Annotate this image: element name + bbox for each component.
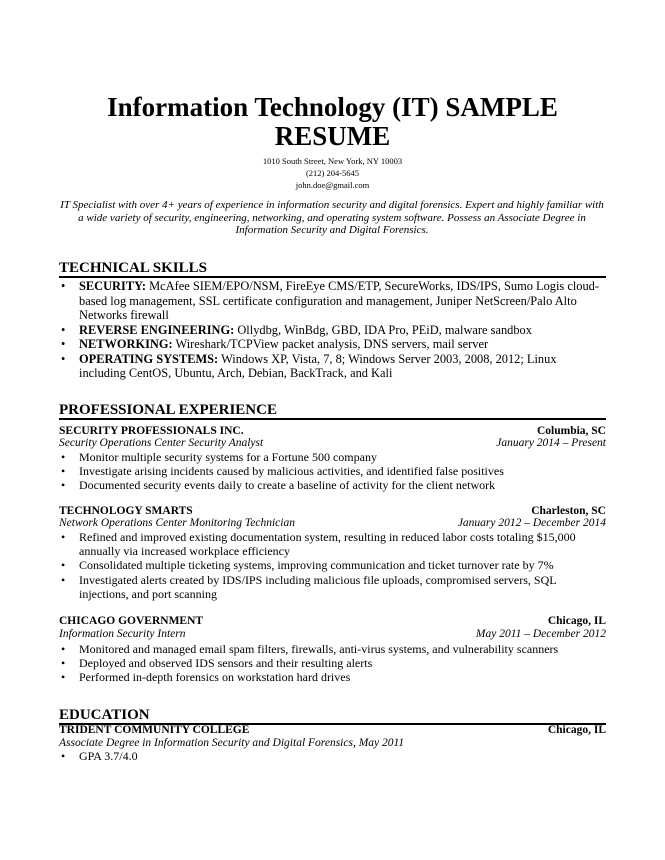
job-dates: January 2012 – December 2014 xyxy=(457,517,606,529)
skill-item xyxy=(59,337,606,352)
job-bullet: • Monitor multiple security systems for a Fortune 500 company xyxy=(59,450,606,464)
skill-text: Ollydbg, WinBdg, GBD, IDA Pro, PEiD, malware sandbox xyxy=(234,322,532,337)
section-heading-education: EDUCATION xyxy=(59,708,606,725)
education-bullet: • GPA 3.7/4.0 xyxy=(59,749,606,763)
job-company: SECURITY PROFESSIONALS INC. xyxy=(59,425,244,437)
job-bullets xyxy=(59,642,606,685)
resume-title: Information Technology (IT) SAMPLE xyxy=(107,92,558,122)
resume-title-line2: RESUME xyxy=(274,121,391,151)
skill-label: NETWORKING: xyxy=(79,337,173,351)
job-company: CHICAGO GOVERNMENT xyxy=(59,615,204,627)
job-subheader xyxy=(59,627,606,641)
skill-text: Windows XP, Vista, 7, 8; Windows Server 2003, 2008, 2012; Linux including CentOS, Ubuntu, Arch, Debian, BackTrack, and Kali xyxy=(79,351,557,380)
job-bullet: • Deployed and observed IDS sensors and their resulting alerts xyxy=(59,656,606,670)
job-bullet: • Consolidated multiple ticketing systems, improving communication and ticket turnover rate by 7% xyxy=(59,558,606,572)
skill-item xyxy=(59,323,606,338)
job-location: Columbia, SC xyxy=(536,425,606,437)
job-bullets xyxy=(59,450,606,493)
job-bullets xyxy=(59,530,606,601)
job-location: Charleston, SC xyxy=(531,505,606,517)
section-heading-skills: TECHNICAL SKILLS xyxy=(59,261,606,278)
skill-text: McAfee SIEM/EPO/NSM, FireEye CMS/ETP, SecureWorks, IDS/IPS, Sumo Logis cloud-based log management, SSL certificate configuration and management, Juniper NetScreen/Palo Alto Networks firewall xyxy=(79,279,600,322)
skill-label: REVERSE ENGINEERING: xyxy=(79,322,235,337)
contact-phone: (212) 204-5645 xyxy=(305,168,360,178)
job-bullet: • Investigate arising incidents caused by malicious activities, and identified false positives xyxy=(59,464,606,478)
education-bullets xyxy=(59,749,606,763)
education-header xyxy=(59,723,606,737)
job-title: Information Security Intern xyxy=(59,628,186,640)
skill-label: SECURITY: xyxy=(79,279,147,293)
job-bullet: • Performed in-depth forensics on workstation hard drives xyxy=(59,670,606,684)
skill-item xyxy=(59,352,606,381)
job-dates: May 2011 – December 2012 xyxy=(475,628,606,640)
job-subheader xyxy=(59,516,606,530)
education-school: TRIDENT COMMUNITY COLLEGE xyxy=(59,724,250,736)
job-company: TECHNOLOGY SMARTS xyxy=(59,505,193,517)
education-degree xyxy=(59,736,606,750)
contact-email: john.doe@gmail.com xyxy=(295,180,370,190)
job-subheader xyxy=(59,436,606,450)
skill-text: Wireshark/TCPView packet analysis, DNS servers, mail server xyxy=(172,337,489,351)
skills-list xyxy=(59,279,606,381)
job-bullet: • Documented security events daily to create a baseline of activity for the client network xyxy=(59,478,606,492)
job-bullet: • Investigated alerts created by IDS/IPS including malicious file uploads, compromised servers, SQL injections, and port scanning xyxy=(59,573,606,601)
job-bullet: • Monitored and managed email spam filters, firewalls, anti-virus systems, and vulnerability scanners xyxy=(59,642,606,656)
section-heading-experience: PROFESSIONAL EXPERIENCE xyxy=(59,403,606,420)
education-location: Chicago, IL xyxy=(547,724,606,736)
job-bullet: • Refined and improved existing documentation system, resulting in reduced labor costs totaling $15,000 annually via increased workplace efficiency xyxy=(59,530,606,558)
job-header xyxy=(59,614,606,628)
contact-address: 1010 South Street, New York, NY 10003 xyxy=(262,156,403,166)
job-location: Chicago, IL xyxy=(547,615,606,627)
degree-text: Associate Degree in Information Security and Digital Forensics, May 2011 xyxy=(59,737,405,749)
job-dates: January 2014 – Present xyxy=(496,437,606,449)
skill-item xyxy=(59,279,606,323)
summary-paragraph: IT Specialist with over 4+ years of experience in information security and digital forensics. Expert and highly familiar with a wide variety of security, engineering, networking, and operating system software. Possess an Associate Degree in Information Security and Digital Forensics. xyxy=(60,199,604,236)
skill-label: OPERATING SYSTEMS: xyxy=(79,351,219,366)
job-title: Security Operations Center Security Analyst xyxy=(59,437,264,449)
job-title: Network Operations Center Monitoring Technician xyxy=(59,517,295,529)
